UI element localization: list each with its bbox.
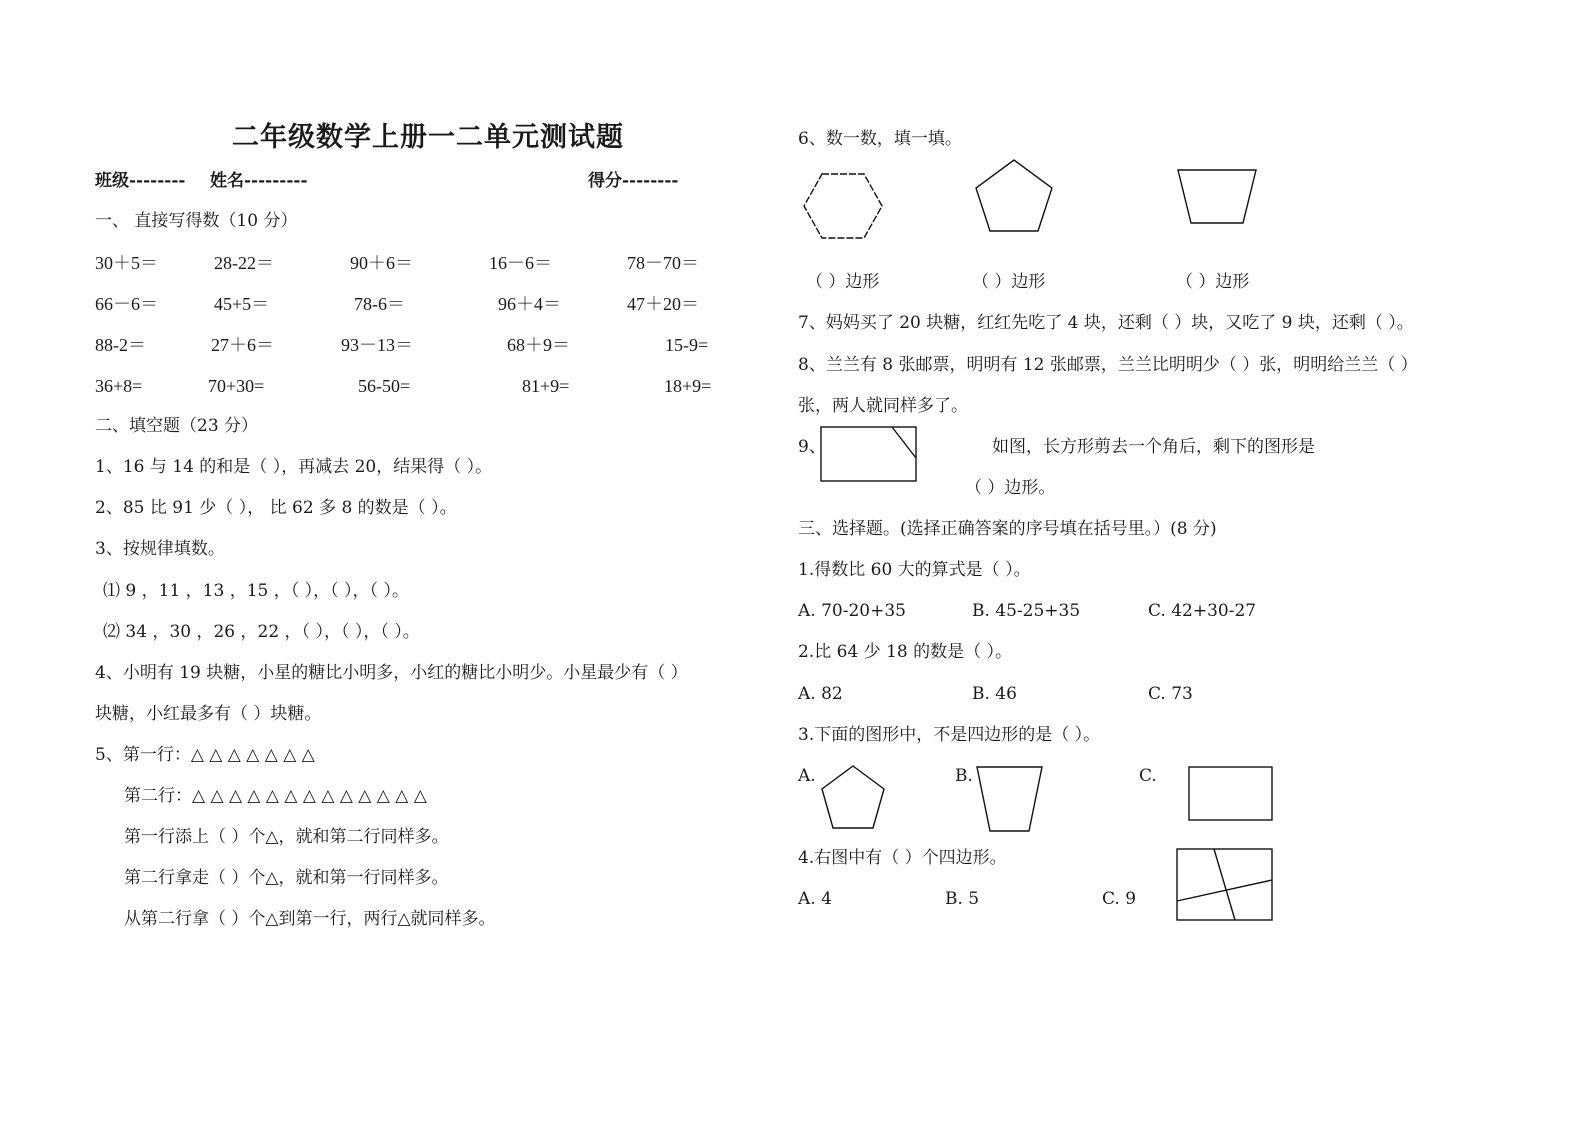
choice-4-option-a: A. 4 <box>798 889 832 909</box>
calc-item: 36+8= <box>95 376 143 396</box>
divided-rectangle-figure <box>1176 848 1274 922</box>
fill-question-4-line1: 4、小明有 19 块糖，小星的糖比小明多，小红的糖比小明少。小星最少有（ ） <box>95 663 688 683</box>
class-field[interactable]: 班级-------- <box>95 171 186 191</box>
calc-item: 45+5＝ <box>214 294 270 314</box>
rectangle-option-figure <box>1188 766 1274 822</box>
triangle-row-1: 5、第一行：△ △ △ △ △ △ △ <box>95 745 315 765</box>
calc-item: 88-2＝ <box>95 335 146 355</box>
choice-2-option-b: B. 46 <box>972 684 1017 704</box>
calc-item: 66－6＝ <box>95 294 158 314</box>
calc-item: 28-22＝ <box>214 253 274 273</box>
choice-question-2: 2.比 64 少 18 的数是（ ）。 <box>798 642 1013 662</box>
calc-item: 47＋20＝ <box>627 294 699 314</box>
fill-question-5a: 第一行添上（ ）个△，就和第二行同样多。 <box>124 827 449 847</box>
choice-question-1: 1.得数比 60 大的算式是（ ）。 <box>798 560 1031 580</box>
sequence-2: ⑵ 34 ，30 ，26 ，22 ，（ ），（ ），（ ）。 <box>103 622 420 642</box>
question-7: 7、妈妈买了 20 块糖，红红先吃了 4 块，还剩（ ）块，又吃了 9 块，还剩（ ）。 <box>798 313 1414 333</box>
name-field[interactable]: 姓名--------- <box>210 171 308 191</box>
choice-4-option-c: C. 9 <box>1102 889 1137 909</box>
calc-item: 78-6＝ <box>354 294 405 314</box>
trapezoid-option-figure <box>975 765 1045 833</box>
question-9-blank: （ ）边形。 <box>965 478 1056 498</box>
choice-1-option-a: A. 70-20+35 <box>798 601 906 621</box>
section1-heading: 一、 直接写得数（10 分） <box>95 211 298 231</box>
calc-item: 56-50= <box>358 376 411 396</box>
calc-item: 96＋4＝ <box>498 294 561 314</box>
choice-question-3: 3.下面的图形中，不是四边形的是（ ）。 <box>798 725 1101 745</box>
question-8-line1: 8、兰兰有 8 张邮票，明明有 12 张邮票，兰兰比明明少（ ）张，明明给兰兰（ ） <box>798 355 1418 375</box>
fill-question-2: 2、85 比 91 少（ ）， 比 62 多 8 的数是（ ）。 <box>95 498 457 518</box>
question-8-line2: 张，两人就同样多了。 <box>798 396 968 416</box>
calc-item: 78－70＝ <box>627 253 699 273</box>
fill-question-3: 3、按规律填数。 <box>95 539 225 559</box>
choice-2-option-a: A. 82 <box>798 684 843 704</box>
choice-3-label-c: C. <box>1139 766 1157 786</box>
choice-1-option-b: B. 45-25+35 <box>972 601 1081 621</box>
calc-item: 90＋6＝ <box>350 253 413 273</box>
calc-item: 81+9= <box>522 376 570 396</box>
shape-blank-2: （ ）边形 <box>972 272 1046 292</box>
pentagon-option-figure <box>820 764 888 832</box>
question-6: 6、数一数，填一填。 <box>798 129 962 149</box>
shape-blank-3: （ ）边形 <box>1176 272 1250 292</box>
pentagon-figure <box>974 158 1056 234</box>
calc-item: 15-9= <box>665 335 709 355</box>
sequence-1: ⑴ 9 ，11 ，13 ，15 ，（ ），（ ），（ ）。 <box>103 581 409 601</box>
calc-item: 93－13＝ <box>341 335 413 355</box>
score-field[interactable]: 得分-------- <box>588 171 679 191</box>
shape-blank-1: （ ）边形 <box>806 272 880 292</box>
calc-item: 18+9= <box>664 376 712 396</box>
calc-item: 16－6＝ <box>489 253 552 273</box>
choice-3-label-a: A. <box>798 766 816 786</box>
fill-question-4-line2: 块糖，小红最多有（ ）块糖。 <box>95 704 322 724</box>
choice-question-4: 4.右图中有（ ）个四边形。 <box>798 848 1007 868</box>
page-title: 二年级数学上册一二单元测试题 <box>232 122 624 153</box>
trapezoid-figure <box>1176 168 1258 226</box>
choice-1-option-c: C. 42+30-27 <box>1148 601 1257 621</box>
calc-item: 68＋9＝ <box>507 335 570 355</box>
triangle-row-2: 第二行：△ △ △ △ △ △ △ △ △ △ △ △ △ <box>124 786 427 806</box>
question-9-number: 9、 <box>798 437 826 457</box>
choice-4-option-b: B. 5 <box>945 889 980 909</box>
fill-question-1: 1、16 与 14 的和是（ ），再减去 20，结果得（ ）。 <box>95 457 493 477</box>
fill-question-5c: 从第二行拿（ ）个△到第一行，两行△就同样多。 <box>124 909 496 929</box>
calc-item: 70+30= <box>208 376 265 396</box>
calc-item: 27＋6＝ <box>211 335 274 355</box>
question-9-text: 如图，长方形剪去一个角后，剩下的图形是 <box>992 437 1315 457</box>
cut-rectangle-figure <box>820 426 918 483</box>
choice-2-option-c: C. 73 <box>1148 684 1193 704</box>
calc-item: 30＋5＝ <box>95 253 158 273</box>
hexagon-figure <box>800 172 884 240</box>
section2-heading: 二、填空题（23 分） <box>95 416 259 436</box>
fill-question-5b: 第二行拿走（ ）个△，就和第一行同样多。 <box>124 868 449 888</box>
choice-3-label-b: B. <box>955 766 973 786</box>
section3-heading: 三、选择题。(选择正确答案的序号填在括号里。）(8 分) <box>798 519 1217 539</box>
